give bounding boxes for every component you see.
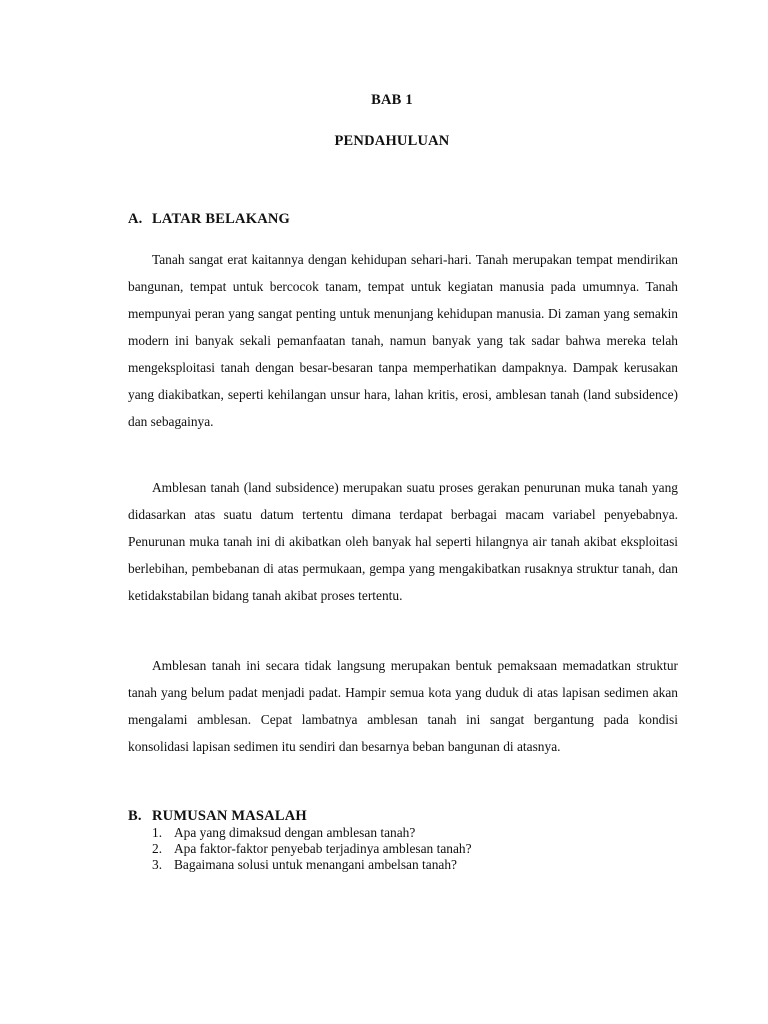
paragraph-1: Tanah sangat erat kaitannya dengan kehidupan sehari-hari. Tanah merupakan tempat mendirikan bangunan, tempat untuk bercocok tanam, tempat untuk kegiatan manusia pada umumnya. Tanah mempunyai peran yang sangat penting untuk menunjang kehidupan manusia. Di zaman yang semakin modern ini banyak sekali pemanfaatan tanah, namun banyak yang tak sadar bahwa mereka telah mengeksploitasi tanah dengan besar-besaran tanpa memperhatikan dampaknya. Dampak kerusakan yang diakibatkan, seperti kehilangan unsur hara, lahan kritis, erosi, amblesan tanah (land subsidence) dan sebagainya.: [128, 252, 678, 429]
list-item-number: 1.: [152, 825, 163, 840]
list-item-number: 2.: [152, 841, 163, 856]
section-b-title: RUMUSAN MASALAH: [152, 808, 307, 824]
list-item: [152, 857, 472, 873]
chapter-title: PENDAHULUAN: [334, 133, 450, 149]
chapter-number: BAB 1: [371, 92, 413, 108]
list-item-text: Apa yang dimaksud dengan amblesan tanah?: [174, 825, 416, 840]
list-item-number: 3.: [152, 857, 163, 872]
list-item-text: Apa faktor-faktor penyebab terjadinya amblesan tanah?: [174, 841, 472, 856]
question-list: [152, 825, 472, 873]
list-item-text: Bagaimana solusi untuk menangani ambelsan tanah?: [174, 857, 457, 872]
section-a-title: LATAR BELAKANG: [152, 211, 291, 227]
section-a-letter: A.: [128, 211, 143, 227]
list-item: [152, 841, 472, 857]
paragraph-3: Amblesan tanah ini secara tidak langsung merupakan bentuk pemaksaan memadatkan struktur tanah yang belum padat menjadi padat. Hampir semua kota yang duduk di atas lapisan sedimen akan mengalami amblesan. Cepat lambatnya amblesan tanah ini sangat bergantung pada kondisi konsolidasi lapisan sedimen itu sendiri dan besarnya beban bangunan di atasnya.: [128, 658, 678, 754]
list-item: [152, 825, 472, 841]
section-a-heading: [128, 211, 290, 228]
paragraph-2: Amblesan tanah (land subsidence) merupakan suatu proses gerakan penurunan muka tanah yang didasarkan atas suatu datum tertentu dimana terdapat berbagai macam variabel penyebabnya. Penurunan muka tanah ini di akibatkan oleh banyak hal seperti hilangnya air tanah akibat eksploitasi berlebihan, pembebanan di atas permukaan, gempa yang mengakibatkan rusaknya struktur tanah, dan ketidakstabilan bidang tanah akibat proses tertentu.: [128, 480, 678, 603]
section-b-heading: [128, 808, 307, 825]
section-b-letter: B.: [128, 808, 142, 824]
